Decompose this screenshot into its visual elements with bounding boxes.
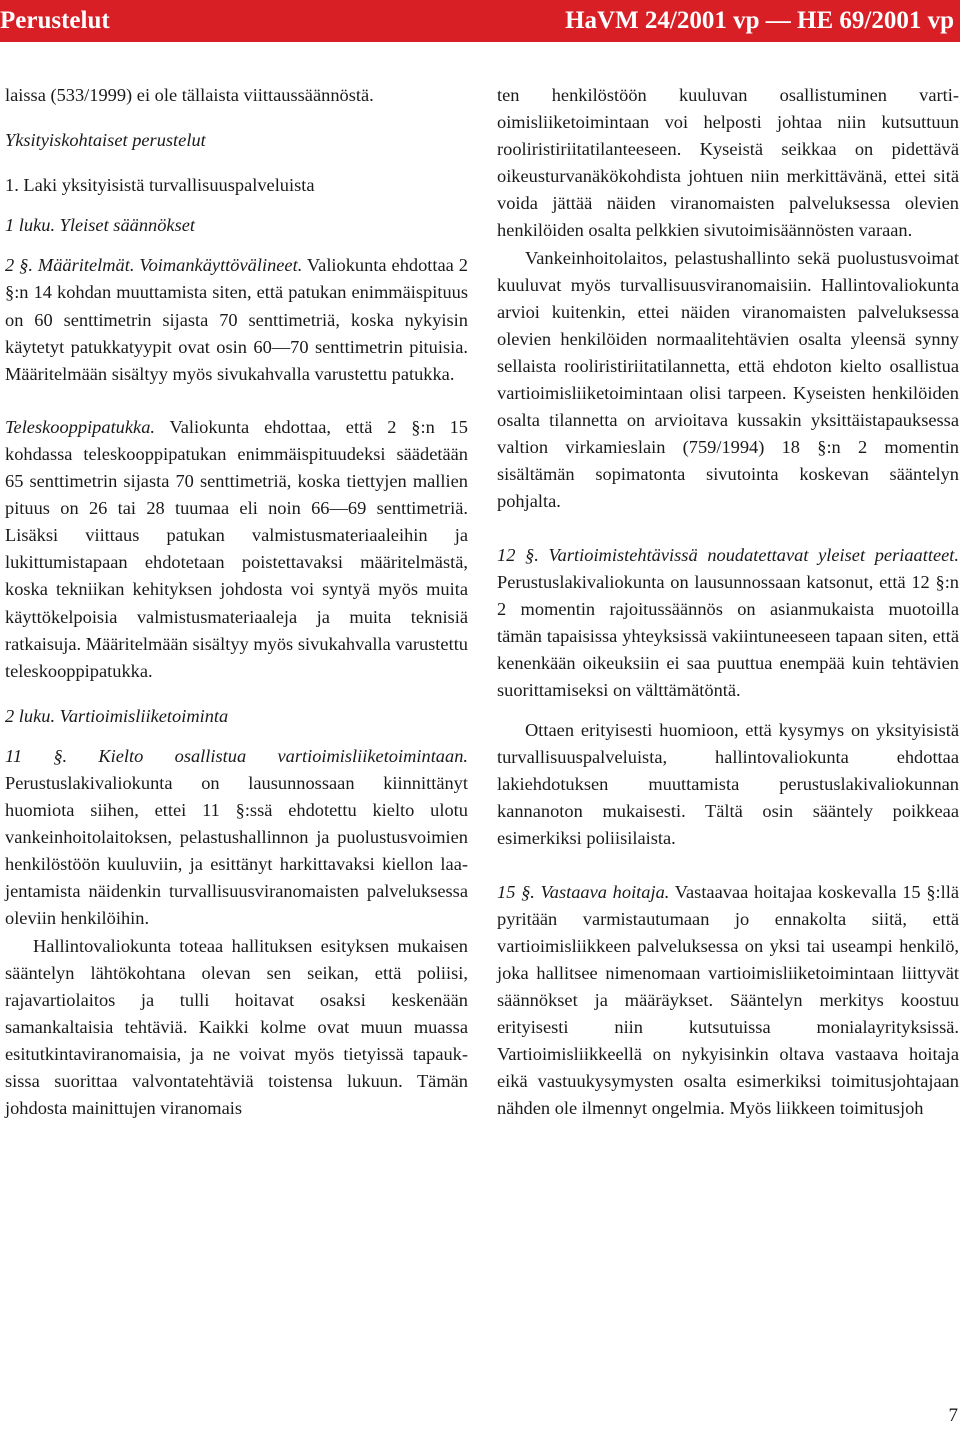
left-column (5, 82, 468, 1122)
telescope-baton-title: Teleskooppipatukka. (5, 416, 155, 437)
right-column (497, 82, 959, 1122)
telescope-baton-body: Valiokunta ehdottaa, että 2 §:n 15 kohdassa teleskooppipatukan enimmäispituudeksi säädetään 65 senttimetrin sijasta 70 senttimetriä, koska tiettyjen mallien pituus on 26 tai 28 tuumaa eli noin 66—69 senttimetriä. Lisäksi viittaus patukan valmistusmateriaaleihin ja lukittumistapaan ehdotetaan poistettavaksi määritelmästä, koska tekniikan kehityksen johdosta voi syntyä myös muita käyttökelpoisia valmistusmateriaaleja ja muita teknisiä ratkaisuja. Määritelmään sisältyy myös sivukahvalla varustettu teleskooppipatukka. (5, 416, 469, 681)
section-15-title: 15 §. Vastaava hoitaja. (497, 881, 670, 902)
telescope-baton-paragraph (5, 414, 468, 685)
heading-chapter-2: 2 luku. Vartioimisliiketoiminta (5, 705, 229, 726)
page-header (0, 0, 960, 42)
administration-committee-paragraph: Hallintovaliokunta toteaa hallituksen esityksen mukaisen sääntelyn lähtökohtana olevan sen seikan, että poliisi, rajavartiolaitos ja tulli hoitavat osaksi keskenään samankaltaisia tehtäviä. Kaikki kolme ovat muun muassa esitutkintaviranomaisia, ja ne voivat myös tietyissä tapauksissa suorittaa valvontatehtäviä toistensa lukuun. Tämän johdosta mainittujen viranomais (5, 935, 468, 1119)
continued-paragraph: ten henkilöstöön kuuluvan osallistuminen vartioimisliiketoimintaan voi helposti johtaa niin kutsuttuun rooliristiriitatilanteeseen. Kyseistä seikkaa on pidettävä oikeusturvanäkökohdista johtuen niin merkittävänä, ettei sitä voida jättää näiden viranomaisten palveluksessa olevien henkilöiden osalta pelkkien sivutoimisäännösten varaan. (497, 85, 959, 241)
heading-chapter-1: 1 luku. Yleiset säännökset (5, 215, 196, 236)
section-12-body: Perustuslakivaliokunta on lausunnossaan katsonut, että 12 §:n 2 momentin rajoitussäännös on asianmukaista muotoilla tämän tapaisissa yhteyksissä vakiintuneeseen tapaan siten, että kenenkään oikeuksiin ei saa puuttua enempää kuin tehtävien suorittamiseksi on välttämätöntä. (497, 571, 959, 700)
prison-administration-paragraph: Vankeinhoitolaitos, pelastushallinto sekä puolustusvoimat kuuluvat myös turvallisuusviranomaisiin. Hallintovaliokunta arvioi kuitenkin, ettei näiden viranomaisten palveluksessa olevien henkilöiden normaalitehtävien osalta yleensä synny sellaista rooliristiriitatilannetta, että ehdoton kielto osallistua vartioimisliiketoimintaan olisi tarpeen. Kyseisten henkilöiden osalta tilannetta on arvioitava kussakin yksittäistapauksessa valtion virkamieslain (759/1994) 18 §:n 2 momentin sisältämän sopimatonta sivutointa koskevan sääntelyn pohjalta. (497, 247, 959, 512)
page-number: 7 (948, 1405, 958, 1426)
section-15-body: Vastaavaa hoitajaa koskevalla 15 §:llä pyritään varmistautumaan jo ennakolta siitä, että vartioimisliikkeen palveluksessa on yksi tai useampi henkilö, joka hallitsee nimenomaan vartioimisliiketoimintaan liittyvät säännökset ja määräykset. Sääntelyn merkitys koostuu erityisesti niin kutsutuissa monialayrityksissä. Vartioimisliikkeellä on nykyisinkin oltava vastaava hoitaja eikä vastuukysymysten osalta esimerkiksi toimitusjohtajaan nähden ole ilmennyt ongelmia. Myös liikkeen toimitusjoh (497, 881, 960, 1119)
section-2-title: 2 §. Määritelmät. Voimankäyttövälineet. (5, 255, 303, 276)
private-security-paragraph: Ottaen erityisesti huomioon, että kysymys on yksityisistä turvallisuuspalveluista, hallintovaliokunta ehdottaa lakiehdotuksen muuttamista perustuslakivaliokunnan kannanoton mukaisesti. Tältä osin sääntely poikkeaa esimerkiksi poliisilaista. (497, 720, 959, 849)
section-12-paragraph (497, 542, 959, 705)
heading-detailed-reasoning: Yksityiskohtaiset perustelut (5, 130, 206, 151)
section-11-body: Perustuslakivaliokunta on lausunnossaan kiinnittänyt huomiota siihen, ettei 11 §:ssä ehdotettu kielto ulotu vankeinhoitolaitoksen, pelastushallinnon ja puolustusvoimien henkilöstöön kuuluviin, ja esittänyt harkittavaksi kiellon laajentamista näidenkin turvallisuusviranomaisten palveluksessa oleviin henkilöihin. (5, 772, 468, 929)
section-15-paragraph (497, 879, 959, 1123)
intro-paragraph: laissa (533/1999) ei ole tällaista viittaussäännöstä. (5, 85, 374, 105)
heading-law: 1. Laki yksityisistä turvallisuuspalveluista (5, 175, 315, 196)
section-2-body: Valiokunta ehdottaa 2 §:n 14 kohdan muuttamista siten, että patukan enimmäispituus on 60 senttimetrin sijasta 70 senttimetriä, koska nykyisin käytetyt patukkatyypit ovat osin 60—70 senttimetrin pituisia. Määritelmään sisältyy myös sivukahvalla varustettu patukka. (5, 255, 468, 384)
header-document-id: HaVM 24/2001 vp — HE 69/2001 vp (565, 7, 954, 34)
section-2-paragraph (5, 252, 468, 387)
section-11-paragraph (5, 743, 468, 933)
header-section-title: Perustelut (0, 7, 110, 34)
section-11-title: 11 §. Kielto osallistua vartioimisliiketoimintaan. (5, 745, 468, 766)
section-12-title: 12 §. Vartioimistehtävissä noudatettavat yleiset periaatteet. (497, 544, 959, 565)
